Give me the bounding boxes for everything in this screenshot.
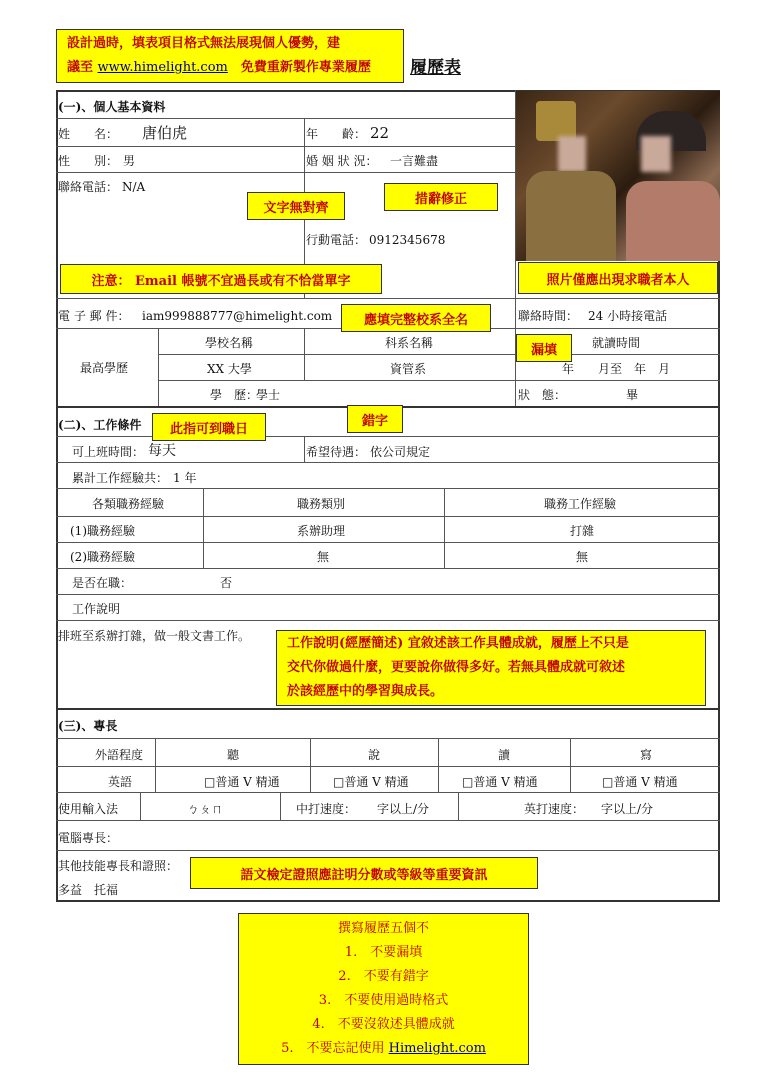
contact-time-value: 24 小時接電話 (588, 309, 668, 323)
contact-time-label: 聯絡時間： (518, 309, 579, 323)
tip-3: 3. 不要使用過時格式 (318, 993, 449, 1008)
bottom-tips-note (238, 913, 529, 1065)
section3-heading: (三)、專長 (58, 719, 118, 733)
age-value: 22 (370, 124, 390, 142)
degree-value: 學士 (256, 388, 281, 402)
note-photo: 照片僅應出現求職者本人 (518, 262, 718, 294)
dept-header: 科系名稱 (385, 336, 434, 350)
other-skills-value: 多益 托福 (58, 883, 119, 897)
status-label: 狀 態： (518, 388, 567, 402)
top-note-line2: 議至 www.himelight.com 免費重新製作專業履歷 (67, 60, 371, 75)
dept-value: 資管系 (390, 362, 427, 376)
lang-name: 英語 (108, 775, 133, 789)
edu-label: 最高學歷 (80, 361, 129, 375)
email-value: iam999888777@himelight.com (142, 309, 333, 323)
lang-listen-level: □普通 V 精通 (204, 775, 280, 789)
himelight-link[interactable]: www.himelight.com (97, 60, 228, 75)
row1-work: 打雜 (570, 524, 595, 538)
salary-value: 依公司規定 (370, 445, 431, 459)
phone-value: N/A (122, 180, 146, 194)
years-value: 1 年 (173, 471, 197, 485)
school-header: 學校名稱 (205, 336, 254, 350)
mobile-value: 0912345678 (369, 233, 446, 247)
en-speed-label: 英打速度： (524, 802, 585, 816)
lang-header-level: 外語程度 (95, 748, 144, 762)
row2-label: (2)職務經驗 (70, 550, 135, 564)
input-method-label: 使用輸入法 (58, 802, 119, 816)
note-start-date: 此指可到職日 (152, 413, 266, 441)
top-warning-note (56, 29, 404, 83)
en-speed-value: 字以上/分 (601, 802, 654, 816)
period-header: 就讀時間 (592, 336, 641, 350)
lang-header-read: 讀 (498, 748, 511, 762)
marital-value: 一言難盡 (390, 154, 439, 168)
start-label: 可上班時間： (72, 445, 145, 459)
period-value: 年 月至 年 月 (562, 362, 671, 376)
note-work-description: 工作說明(經歷簡述) 宜敘述該工作具體成就，履歷上不只是 交代你做過什麼，更要說你做得多好。若無具體成就可敘述 於該經歷中的學習與成長。 (276, 630, 706, 706)
phone-label: 聯絡電話： (58, 180, 119, 194)
tip-5: 5. 不要忘記使用 Himelight.com (281, 1041, 486, 1056)
zh-speed-value: 字以上/分 (377, 802, 430, 816)
age-label: 年 齡： (306, 127, 367, 141)
input-method-value: ㄅㄆㄇ (187, 802, 224, 816)
name-value: 唐伯虎 (142, 124, 188, 142)
school-value: XX 大學 (207, 362, 252, 376)
status-value: 畢 (626, 388, 639, 402)
section2-heading: (二)、工作條件 (58, 418, 142, 432)
note-typo: 錯字 (347, 405, 403, 433)
col-header-types: 各類職務經驗 (92, 497, 165, 511)
lang-speak-level: □普通 V 精通 (333, 775, 409, 789)
tip-4: 4. 不要沒敘述具體成就 (312, 1017, 455, 1032)
employed-value: 否 (220, 576, 233, 590)
himelight-bottom-link[interactable]: Himelight.com (388, 1041, 486, 1056)
row1-category: 系辦助理 (297, 524, 346, 538)
lang-header-write: 寫 (640, 748, 653, 762)
lang-header-speak: 說 (368, 748, 381, 762)
other-skills-label: 其他技能專長和證照： (58, 859, 179, 873)
desc-label: 工作說明 (72, 602, 121, 616)
years-label: 累計工作經驗共： (72, 471, 169, 485)
gender-value: 男 (123, 154, 136, 168)
page-title: 履歷表 (410, 58, 461, 78)
tip-2: 2. 不要有錯字 (338, 969, 429, 984)
note-wording: 措辭修正 (384, 183, 498, 211)
note-missing: 漏填 (516, 334, 572, 362)
note-certificate: 語文檢定證照應註明分數或等級等重要資訊 (190, 857, 538, 889)
mobile-label: 行動電話： (306, 233, 367, 247)
desc-value: 排班至系辦打雜，做一般文書工作。 (58, 629, 251, 643)
name-label: 姓 名： (58, 127, 119, 141)
tips-title: 撰寫履歷五個不 (337, 921, 429, 936)
col-header-category: 職務類別 (297, 497, 346, 511)
marital-label: 婚 姻 狀 況： (306, 154, 378, 168)
tip-1: 1. 不要漏填 (344, 945, 423, 960)
zh-speed-label: 中打速度： (296, 802, 357, 816)
lang-read-level: □普通 V 精通 (462, 775, 538, 789)
email-label: 電 子 郵 件： (58, 309, 130, 323)
col-header-work: 職務工作經驗 (544, 497, 617, 511)
section1-heading: (一)、個人基本資料 (58, 100, 166, 114)
lang-write-level: □普通 V 精通 (602, 775, 678, 789)
note-misaligned: 文字無對齊 (247, 192, 345, 220)
applicant-photo (516, 91, 720, 261)
lang-header-listen: 聽 (227, 748, 240, 762)
row1-label: (1)職務經驗 (70, 524, 135, 538)
degree-label: 學 歷： (210, 388, 259, 402)
row2-work: 無 (576, 550, 589, 564)
top-note-line1: 設計過時，填表項目格式無法展現個人優勢，建 (67, 36, 341, 51)
gender-label: 性 別： (58, 154, 119, 168)
row2-category: 無 (317, 550, 330, 564)
salary-label: 希望待遇： (306, 445, 367, 459)
note-email: 注意： Email 帳號不宜過長或有不恰當單字 (60, 264, 382, 294)
employed-label: 是否在職： (72, 576, 133, 590)
start-value: 每天 (148, 443, 176, 459)
note-school: 應填完整校系全名 (341, 304, 491, 332)
computer-skills-label: 電腦專長： (58, 831, 119, 845)
